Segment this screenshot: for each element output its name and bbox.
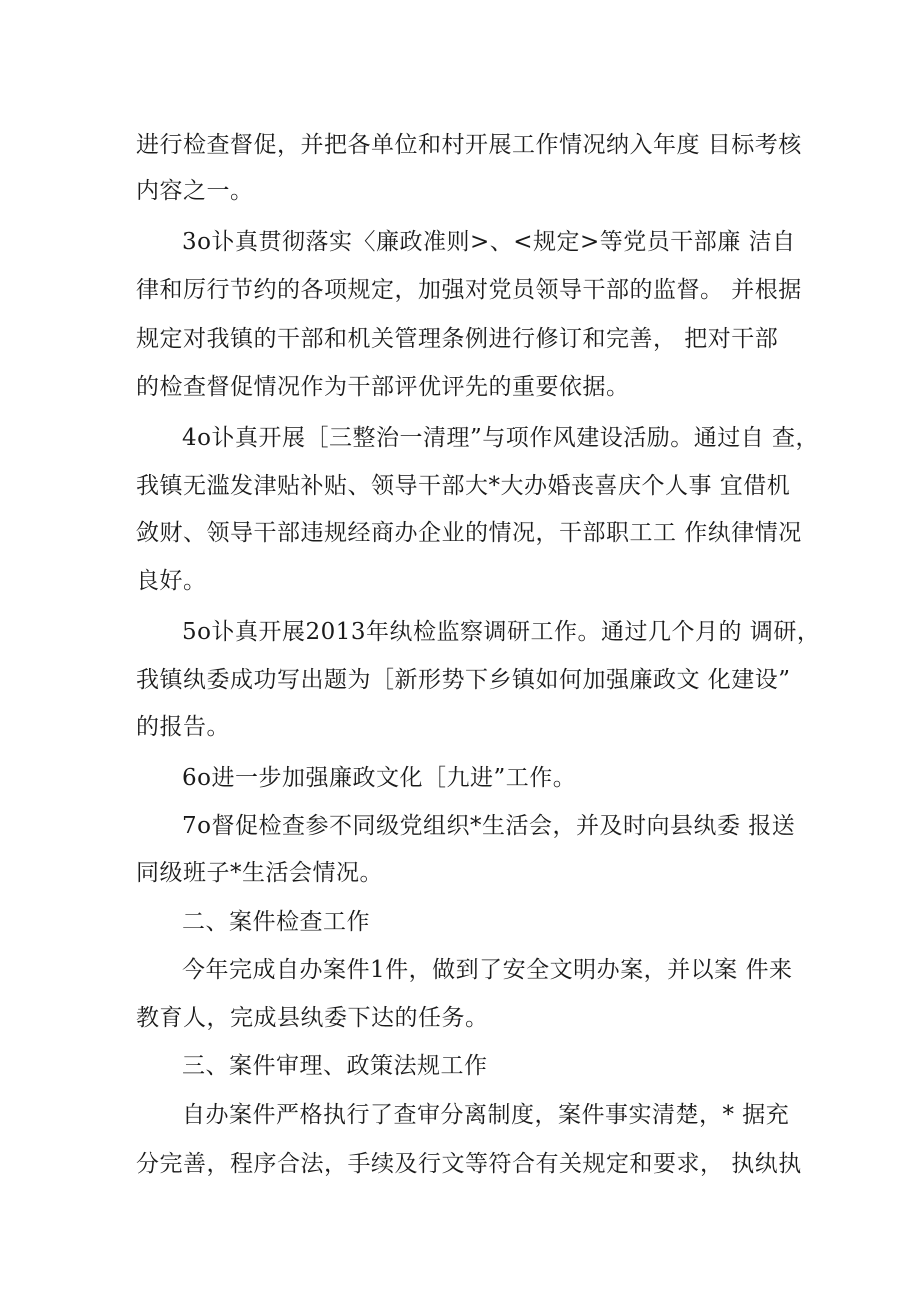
text-line: 教育人，完成县纨委下达的任务。: [136, 1005, 489, 1031]
text-line: 我镇纨委成功写出题为［新形势下乡镇如何加强廉政文 化建设”: [136, 667, 791, 693]
text-line: 的检查督促情况作为干部评优评先的重要依据。: [136, 374, 630, 400]
paragraph-3-line: 3o讣真贯彻落实〈廉政准则>、<规定>等党员干部廉 洁自: [182, 229, 796, 255]
paragraph-4-line: 4o讣真开展［三整治一清理”与项作风建设活励。通过自 查，: [182, 425, 820, 451]
paragraph-5-line: 5o讣真开展2013年纨检监察调研工作。通过几个月的 调研，: [182, 619, 821, 645]
paragraph-6-line: 6o进一步加强廉政文化［九进”工作。: [182, 765, 577, 791]
paragraph-7-line: 7o督促检查参不同级党组织*生活会，并及时向县纨委 报送: [182, 813, 796, 839]
text-line: 我镇无滥发津贴补贴、领导干部大*大办婚丧喜庆个人事 宜借机: [136, 473, 791, 499]
paragraph-line: 今年完成自办案件1件，做到了安全文明办案，并以案 件来: [182, 957, 793, 983]
text-line: 分完善，程序合法，手续及行文等符合有关规定和要求， 执纨执: [136, 1151, 802, 1177]
text-line: 同级班子*生活会情况。: [136, 860, 383, 886]
section-heading: 三、案件审理、政策法规工作: [182, 1053, 488, 1079]
text-line: 规定对我镇的干部和机关管理条例进行修订和完善， 把对干部: [136, 326, 779, 352]
paragraph-line: 自办案件严格执行了查审分离制度，案件事实清楚，* 据充: [182, 1102, 790, 1128]
text-line: 敛财、领导干部违规经商办企业的情况，干部职工工 作纨律情况: [136, 520, 802, 546]
text-line: 内容之一。: [136, 178, 254, 204]
text-line: 律和厉行节约的各项规定，加强对党员领导干部的监督。 并根据: [136, 277, 802, 303]
section-heading: 二、案件检查工作: [182, 909, 370, 935]
text-line: 的报告。: [136, 714, 230, 740]
text-line: 良好。: [136, 568, 207, 594]
text-line: 进行检查督促，并把各单位和村开展工作情况纳入年度 目标考核: [136, 132, 802, 158]
